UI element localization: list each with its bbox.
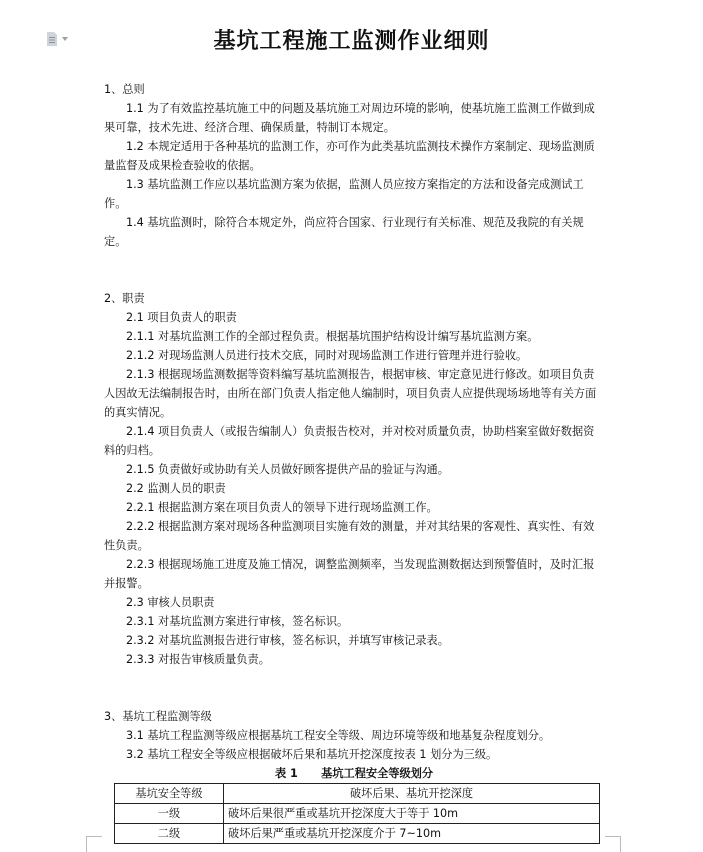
crop-mark	[620, 836, 621, 852]
paragraph: 2.3.1 对基坑监测方案进行审核，签名标识。	[126, 615, 349, 628]
table-header-cell: 基坑安全等级	[115, 784, 224, 804]
paragraph: 2.1.2 对现场监测人员进行技术交底，同时对现场监测工作进行管理并进行验收。	[126, 349, 528, 362]
section-heading: 2、职责	[104, 292, 145, 305]
paragraph: 2.2.2 根据监测方案对现场各种监测项目实施有效的测量，并对其结果的客观性、真实性、有效性负责。	[104, 520, 595, 552]
document-title: 基坑工程施工监测作业细则	[213, 28, 490, 54]
table-cell: 二级	[115, 824, 224, 844]
table-cell: 破坏后果很严重或基坑开挖深度大于等于 10m	[224, 804, 600, 824]
table-header-row	[115, 784, 600, 804]
section-heading: 3、基坑工程监测等级	[104, 710, 212, 723]
table-cell: 破坏后果严重或基坑开挖深度介于 7~10m	[224, 824, 600, 844]
paragraph: 2.2 监测人员的职责	[126, 482, 226, 495]
paragraph: 2.1.1 对基坑监测工作的全部过程负责。根据基坑围护结构设计编写基坑监测方案。	[126, 330, 539, 343]
paragraph: 1.4 基坑监测时，除符合本规定外，尚应符合国家、行业现行有关标准、规范及我院的有关规定。	[104, 216, 584, 248]
paragraph: 3.2 基坑工程安全等级应根据破坏后果和基坑开挖深度按表 1 划分为三级。	[126, 748, 498, 761]
crop-mark	[86, 836, 87, 852]
paragraph: 1.2 本规定适用于各种基坑的监测工作，亦可作为此类基坑监测技术操作方案制定、现场监测质量监督及成果检查验收的依据。	[104, 140, 595, 172]
paragraph: 2.1.5 负责做好或协助有关人员做好顾客提供产品的验证与沟通。	[126, 463, 449, 476]
paragraph: 2.2.1 根据监测方案在项目负责人的领导下进行现场监测工作。	[126, 501, 438, 514]
paragraph: 1.1 为了有效监控基坑施工中的问题及基坑施工对周边环境的影响，使基坑施工监测工作做到成果可靠，技术先进、经济合理、确保质量，特制订本规定。	[104, 102, 595, 134]
section-heading: 1、总则	[104, 83, 145, 96]
safety-grade-table	[114, 783, 600, 844]
table-header-cell: 破坏后果、基坑开挖深度	[224, 784, 600, 804]
table-caption: 表 1 基坑工程安全等级划分	[274, 767, 434, 780]
crop-mark	[86, 836, 102, 837]
table-row	[115, 804, 600, 824]
paragraph: 2.3.2 对基坑监测报告进行审核，签名标识，并填写审核记录表。	[126, 634, 449, 647]
paragraph: 2.3.3 对报告审核质量负责。	[126, 653, 270, 666]
paragraph: 2.3 审核人员职责	[126, 596, 215, 609]
table-cell: 一级	[115, 804, 224, 824]
paragraph: 2.1.4 项目负责人（或报告编制人）负责报告校对，并对校对质量负责，协助档案室做好数据资料的归档。	[104, 425, 595, 457]
document-body	[104, 80, 604, 844]
table-row	[115, 824, 600, 844]
paragraph: 2.1.3 根据现场监测数据等资料编写基坑监测报告，根据审核、审定意见进行修改。如项目负责人因故无法编制报告时，由所在部门负责人指定他人编制时，项目负责人应提供现场场地等有关方面的真实情况。	[104, 368, 597, 419]
paragraph: 2.1 项目负责人的职责	[126, 311, 237, 324]
paragraph: 1.3 基坑监测工作应以基坑监测方案为依据，监测人员应按方案指定的方法和设备完成测试工作。	[104, 178, 584, 210]
crop-mark	[605, 836, 621, 837]
paragraph: 2.2.3 根据现场施工进度及施工情况，调整监测频率，当发现监测数据达到预警值时，及时汇报并报警。	[104, 558, 595, 590]
paragraph: 3.1 基坑工程监测等级应根据基坑工程安全等级、周边环境等级和地基复杂程度划分。	[126, 729, 551, 742]
